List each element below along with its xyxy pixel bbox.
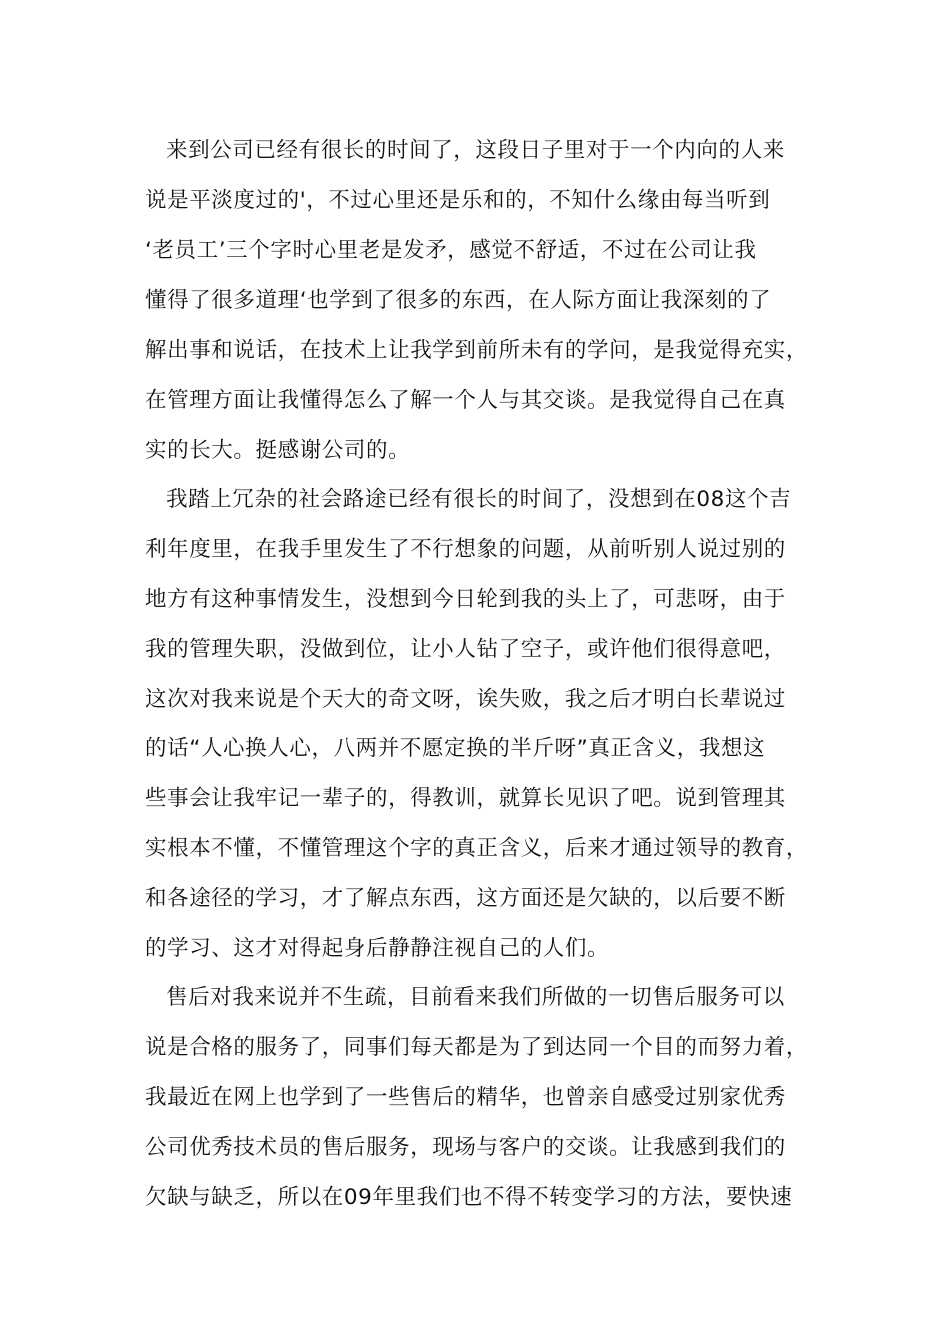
paragraph-line: 我踏上冗杂的社会路途已经有很长的时间了，没想到在08这个吉 [166, 487, 792, 512]
paragraph-line: 公司优秀技术员的售后服务，现场与客户的交谈。让我感到我们的 [145, 1135, 786, 1160]
paragraph-line: 实的长大。挺感谢公司的。 [145, 438, 411, 463]
paragraph-line: 懂得了很多道理‘也学到了很多的东西，在人际方面让我深刻的了 [145, 288, 772, 313]
paragraph-line: 说是合格的服务了，同事们每天都是为了到达同一个目的而努力着， [145, 1035, 809, 1060]
paragraph-line: 的学习、这才对得起身后静静注视自己的人们。 [145, 936, 610, 961]
paragraph-line: 实根本不懂，不懂管理这个字的真正含义，后来才通过领导的教育， [145, 836, 809, 861]
paragraph-line: 我最近在网上也学到了一些售后的精华，也曾亲自感受过别家优秀 [145, 1085, 786, 1110]
paragraph-line: 来到公司已经有很长的时间了，这段日子里对于一个内向的人来 [166, 138, 785, 163]
paragraph-line: 的话“人心换人心，八两并不愿定换的半斤呀”真正含义，我想这 [145, 736, 766, 761]
paragraph-line: 解出事和说话，在技术上让我学到前所未有的学问，是我觉得充实， [145, 338, 809, 363]
paragraph-line: 我的管理失职，没做到位，让小人钻了空子，或许他们很得意吧， [145, 637, 786, 662]
paragraph-line: 这次对我来说是个天大的奇文呀，诶失败，我之后才明白长辈说过 [145, 687, 786, 712]
paragraph-line: 欠缺与缺乏，所以在09年里我们也不得不转变学习的方法，要快速 [145, 1185, 793, 1210]
paragraph-line: 说是平淡度过的'，不过心里还是乐和的，不知什么缘由每当听到 [145, 188, 771, 213]
paragraph-line: 地方有这种事情发生，没想到今日轮到我的头上了，可悲呀，由于 [145, 587, 786, 612]
paragraph-line: 些事会让我牢记一辈子的，得教训，就算长见识了吧。说到管理其 [145, 786, 786, 811]
paragraph-line: 售后对我来说并不生疏，目前看来我们所做的一切售后服务可以 [166, 985, 785, 1010]
paragraph-line: 利年度里，在我手里发生了不行想象的问题，从前听别人说过别的 [145, 537, 786, 562]
paragraph-line: ‘老员工’三个字时心里老是发矛，感觉不舒适，不过在公司让我 [145, 238, 757, 263]
paragraph-line: 在管理方面让我懂得怎么了解一个人与其交谈。是我觉得自己在真 [145, 388, 786, 413]
paragraph-line: 和各途径的学习，才了解点东西，这方面还是欠缺的，以后要不断 [145, 886, 786, 911]
